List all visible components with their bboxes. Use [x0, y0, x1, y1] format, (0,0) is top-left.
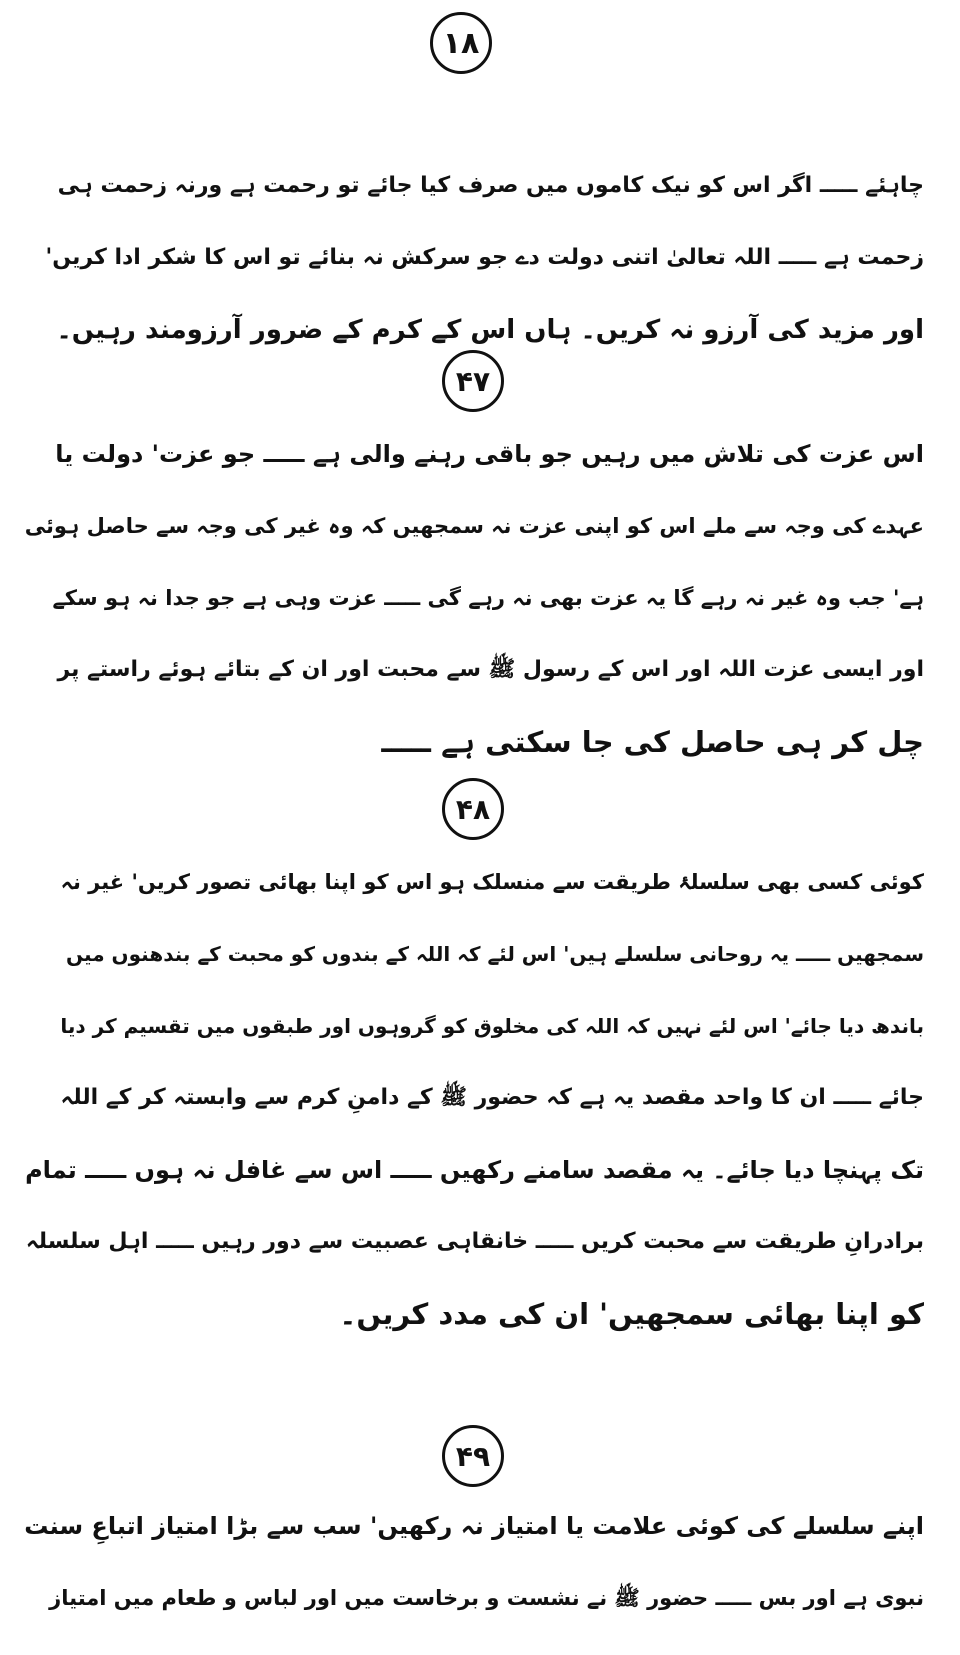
text-line: کو اپنا بھائی سمجھیں' ان کی مدد کریں۔: [339, 1297, 924, 1331]
text-line: اور ایسی عزت اللہ اور اس کے رسول ﷺ سے محبت اور ان کے بتائے ہوئے راستے پر: [57, 657, 924, 682]
text-line: تک پہنچا دیا جائے۔ یہ مقصد سامنے رکھیں ـــــ اس سے غافل نہ ہوں ـــــ تمام: [25, 1156, 924, 1184]
text-line: اس عزت کی تلاش میں رہیں جو باقی رہنے والی ہے ـــــ جو عزت' دولت یا: [55, 440, 924, 468]
page-number: ۱۸: [430, 12, 492, 74]
paragraph-47: [24, 418, 924, 778]
text-line: جائے ـــــ ان کا واحد مقصد یہ ہے کہ حضور ﷺ کے دامنِ کرم سے وابستہ کر کے اللہ: [60, 1085, 924, 1110]
paragraph-continuation: [24, 150, 924, 366]
section-number-49: ۴۹: [442, 1425, 504, 1487]
section-number-48: ۴۸: [442, 778, 504, 840]
text-line: اور مزید کی آرزو نہ کریں۔ ہاں اس کے کرم کے ضرور آرزومند رہیں۔: [56, 315, 924, 345]
text-line: عہدے کی وجہ سے ملے اس کو اپنی عزت نہ سمجھیں کہ وہ غیر کی وجہ سے حاصل ہوئی: [24, 514, 924, 538]
section-number-47: ۴۷: [442, 350, 504, 412]
text-line: ہے' جب وہ غیر نہ رہے گا یہ عزت بھی نہ رہے گی ـــــ عزت وہی ہے جو جدا نہ ہو سکے: [52, 586, 924, 610]
text-line: چل کر ہی حاصل کی جا سکتی ہے ـــــ: [381, 725, 924, 759]
paragraph-48: [24, 846, 924, 1350]
text-line: برادرانِ طریقت سے محبت کریں ـــــ خانقاہی عصبیت سے دور رہیں ـــــ اہل سلسلہ: [25, 1229, 924, 1254]
text-line: اپنے سلسلے کی کوئی علامت یا امتیاز نہ رکھیں' سب سے بڑا امتیاز اتباعِ سنت: [24, 1512, 924, 1540]
text-line: نبوی ہے اور بس ـــــ حضور ﷺ نے نشست و برخاست میں اور لباس و طعام میں امتیاز: [49, 1586, 924, 1610]
paragraph-49: [24, 1490, 924, 1634]
text-line: کوئی کسی بھی سلسلۂ طریقت سے منسلک ہو اس کو اپنا بھائی تصور کریں' غیر نہ: [60, 870, 924, 894]
text-line: باندھ دیا جائے' اس لئے نہیں کہ اللہ کی مخلوق کو گروہوں اور طبقوں میں تقسیم کر دیا: [60, 1014, 924, 1038]
text-line: چاہئے ـــــ اگر اس کو نیک کاموں میں صرف کیا جائے تو رحمت ہے ورنہ زحمت ہی: [57, 173, 924, 198]
text-line: زحمت ہے ـــــ اللہ تعالیٰ اتنی دولت دے جو سرکش نہ بنائے تو اس کا شکر ادا کریں': [45, 245, 924, 270]
text-line: سمجھیں ـــــ یہ روحانی سلسلے ہیں' اس لئے کہ اللہ کے بندوں کو محبت کے بندھنوں میں: [66, 942, 924, 966]
